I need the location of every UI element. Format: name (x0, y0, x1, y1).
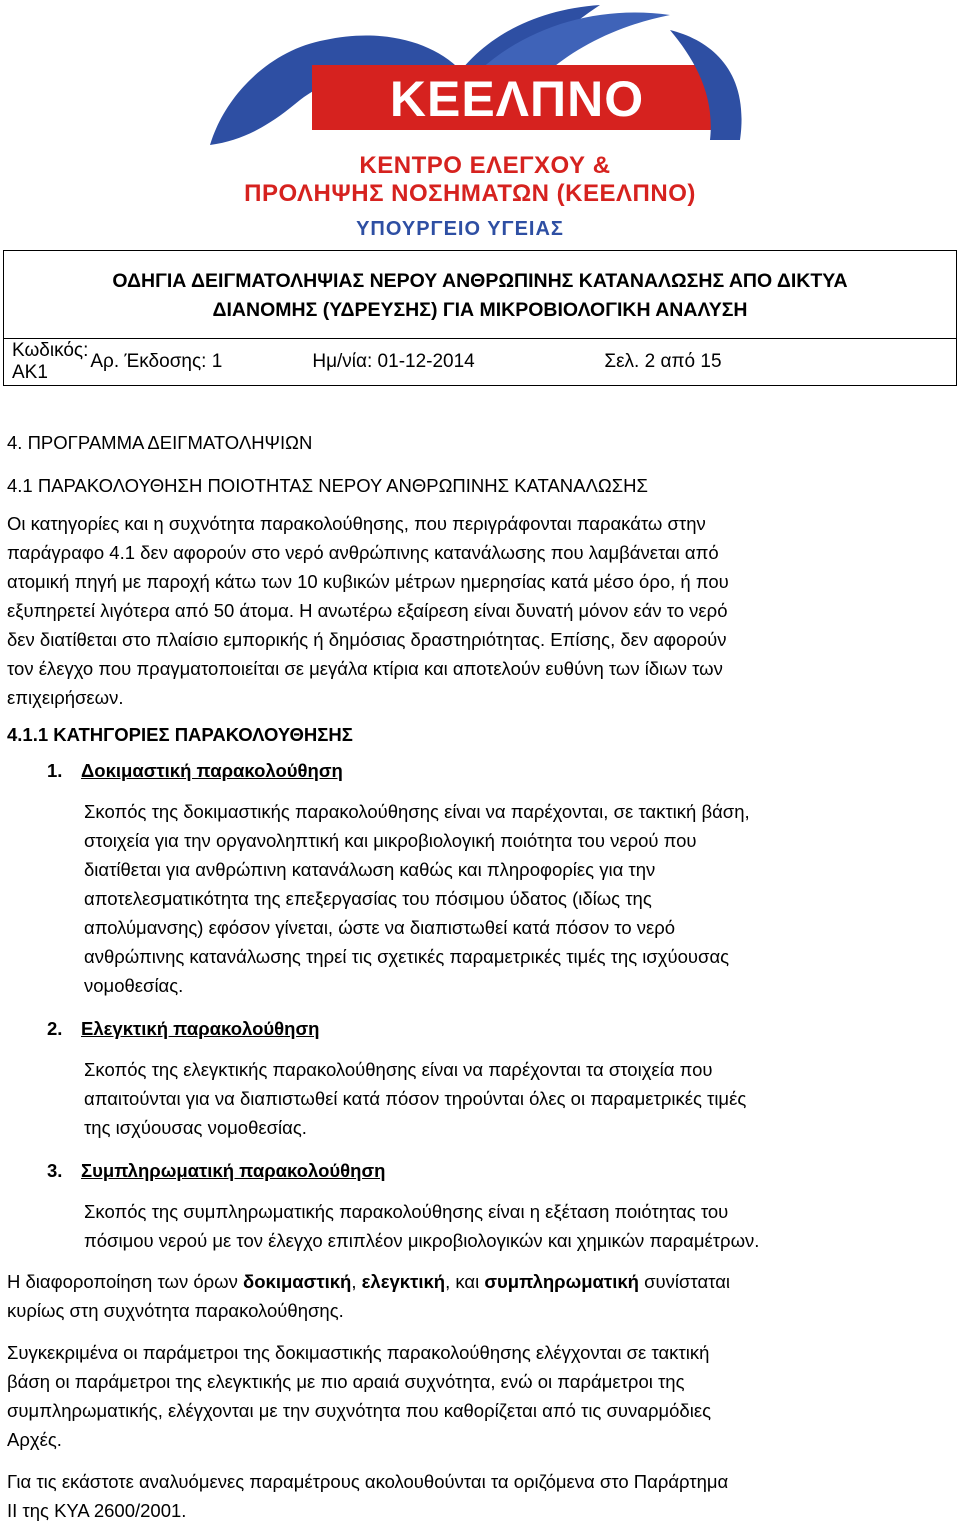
doc-edition: Αρ. Έκδοσης: 1 (90, 351, 223, 372)
category-line: Σκοπός της δοκιμαστικής παρακολούθησης είναι να παρέχονται, σε τακτική βάση, (84, 801, 750, 822)
category-line: διατίθεται για ανθρώπινη κατανάλωση καθώς και πληροφορίες για την (84, 859, 656, 880)
terms-line: κυρίως στη συχνότητα παρακολούθησης. (7, 1300, 344, 1321)
category-line: πόσιμου νερού με τον έλεγχο επιπλέον μικροβιολογικών και χημικών παραμέτρων. (84, 1230, 760, 1251)
specific-line: βάση οι παράμετροι της ελεγκτικής με πιο αραιά συχνότητα, ενώ οι παράμετροι της (7, 1371, 685, 1392)
doc-page-number: Σελ. 2 από 15 (604, 351, 722, 372)
category-line: Σκοπός της συμπληρωματικής παρακολούθησης είναι η εξέταση ποιότητας του (84, 1201, 729, 1222)
intro-line: επιχειρήσεων. (7, 687, 124, 708)
logo-acronym: ΚΕΕΛΠΝΟ (389, 71, 645, 127)
doc-date: Ημ/νία: 01-12-2014 (312, 351, 475, 372)
category-line: της ισχύουσας νομοθεσίας. (84, 1117, 307, 1138)
category-1-text (7, 797, 885, 1000)
category-3-text (7, 1197, 885, 1255)
section-heading: 4. ΠΡΟΓΡΑΜΜΑ ΔΕΙΓΜΑΤΟΛΗΨΙΩΝ (7, 432, 313, 453)
category-title: Δοκιμαστική παρακολούθηση (81, 760, 343, 781)
term-audit: ελεγκτική (361, 1271, 446, 1292)
specific-line: Συγκεκριμένα οι παράμετροι της δοκιμαστικής παρακολούθησης ελέγχονται σε τακτική (7, 1342, 710, 1363)
terms-paragraph (7, 1267, 885, 1325)
doc-code: Κωδικός: ΑΚ1 (12, 340, 89, 383)
document-header-table (3, 250, 957, 386)
specific-line: συμπληρωματικής, ελέγχονται με την συχνότητα που καθορίζεται από τις συναρμόδιες (7, 1400, 712, 1421)
intro-line: Οι κατηγορίες και η συχνότητα παρακολούθησης, που περιγράφονται παρακάτω στην (7, 513, 706, 534)
title-line-2: ΔΙΑΝΟΜΗΣ (ΥΔΡΕΥΣΗΣ) ΓΙΑ ΜΙΚΡΟΒΙΟΛΟΓΙΚΗ ΑΝΑΛΥΣΗ (212, 299, 748, 321)
category-line: Σκοπός της ελεγκτικής παρακολούθησης είναι να παρέχονται τα στοιχεία που (84, 1059, 713, 1080)
intro-line: δεν διατίθεται στο πλαίσιο εμπορικής ή δημόσιας δραστηριότητας. Επίσης, δεν αφορούν (7, 629, 727, 650)
final-paragraph (7, 1467, 885, 1525)
terms-line: Η διαφοροποίηση των όρων δοκιμαστική, ελεγκτική, και συμπληρωματική συνίσταται (7, 1271, 730, 1292)
intro-line: εξυπηρετεί λιγότερα από 50 άτομα. Η ανωτέρω εξαίρεση είναι δυνατή μόνον εάν το νερό (7, 600, 728, 621)
intro-line: παράγραφο 4.1 δεν αφορούν στο νερό ανθρώπινης κατανάλωσης που λαμβάνεται από (7, 542, 719, 563)
logo-ministry: ΥΠΟΥΡΓΕΙΟ ΥΓΕΙΑΣ (356, 218, 564, 240)
category-3-heading (7, 1156, 885, 1185)
final-line: ΙΙ της ΚΥΑ 2600/2001. (7, 1500, 187, 1521)
category-title: Συμπληρωματική παρακολούθηση (81, 1160, 386, 1181)
term-trial: δοκιμαστική (243, 1271, 352, 1292)
category-number: 1. (47, 760, 63, 781)
title-line-1: ΟΔΗΓΙΑ ΔΕΙΓΜΑΤΟΛΗΨΙΑΣ ΝΕΡΟΥ ΑΝΘΡΩΠΙΝΗΣ ΚΑΤΑΝΑΛΩΣΗΣ ΑΠΟ ΔΙΚΤΥΑ (112, 270, 848, 292)
category-2-text (7, 1055, 885, 1142)
logo-org-line1: ΚΕΝΤΡΟ ΕΛΕΓΧΟΥ & (359, 152, 611, 179)
category-1-heading (7, 756, 885, 785)
category-line: απαιτούνται για να διαπιστωθεί κατά πόσον τηρούνται όλες οι παραμετρικές τιμές (84, 1088, 747, 1109)
intro-paragraph (7, 509, 885, 712)
category-2-heading (7, 1014, 885, 1043)
category-line: στοιχεία για την οργανοληπτική και μικροβιολογική ποιότητα του νερού που (84, 830, 697, 851)
term-supplementary: συμπληρωματική (484, 1271, 639, 1292)
specific-line: Αρχές. (7, 1429, 62, 1450)
specific-paragraph (7, 1338, 885, 1454)
subsection-heading: 4.1 ΠΑΡΑΚΟΛΟΥΘΗΣΗ ΠΟΙΟΤΗΤΑΣ ΝΕΡΟΥ ΑΝΘΡΩΠΙΝΗΣ ΚΑΤΑΝΑΛΩΣΗΣ (7, 475, 648, 496)
category-line: νομοθεσίας. (84, 975, 184, 996)
category-line: ανθρώπινης κατανάλωσης τηρεί τις σχετικές παραμετρικές τιμές της ισχύουσας (84, 946, 730, 967)
document-title (4, 251, 957, 339)
intro-line: ατομική πηγή με παροχή κάτω των 10 κυβικών μέτρων ημερησίας κατά μέσο όρο, ή που (7, 571, 729, 592)
final-line: Για τις εκάστοτε αναλυόμενες παραμέτρους ακολουθούνται τα οριζόμενα στο Παράρτημα (7, 1471, 729, 1492)
keelpno-logo (150, 0, 810, 248)
category-number: 3. (47, 1160, 63, 1181)
category-line: αποτελεσματικότητα της επεξεργασίας του πόσιμου ύδατος (ιδίως της (84, 888, 652, 909)
document-body (7, 428, 885, 1525)
logo-org-line2: ΠΡΟΛΗΨΗΣ ΝΟΣΗΜΑΤΩΝ (ΚΕΕΛΠΝΟ) (244, 180, 696, 207)
category-line: απολύμανσης) εφόσον γίνεται, ώστε να διαπιστωθεί κατά πόσον το νερό (84, 917, 676, 938)
categories-heading: 4.1.1 ΚΑΤΗΓΟΡΙΕΣ ΠΑΡΑΚΟΛΟΥΘΗΣΗΣ (7, 724, 353, 745)
category-title: Ελεγκτική παρακολούθηση (81, 1018, 320, 1039)
intro-line: τον έλεγχο που πραγματοποιείται σε μεγάλα κτίρια και αποτελούν ευθύνη των ίδιων των (7, 658, 723, 679)
category-number: 2. (47, 1018, 63, 1039)
